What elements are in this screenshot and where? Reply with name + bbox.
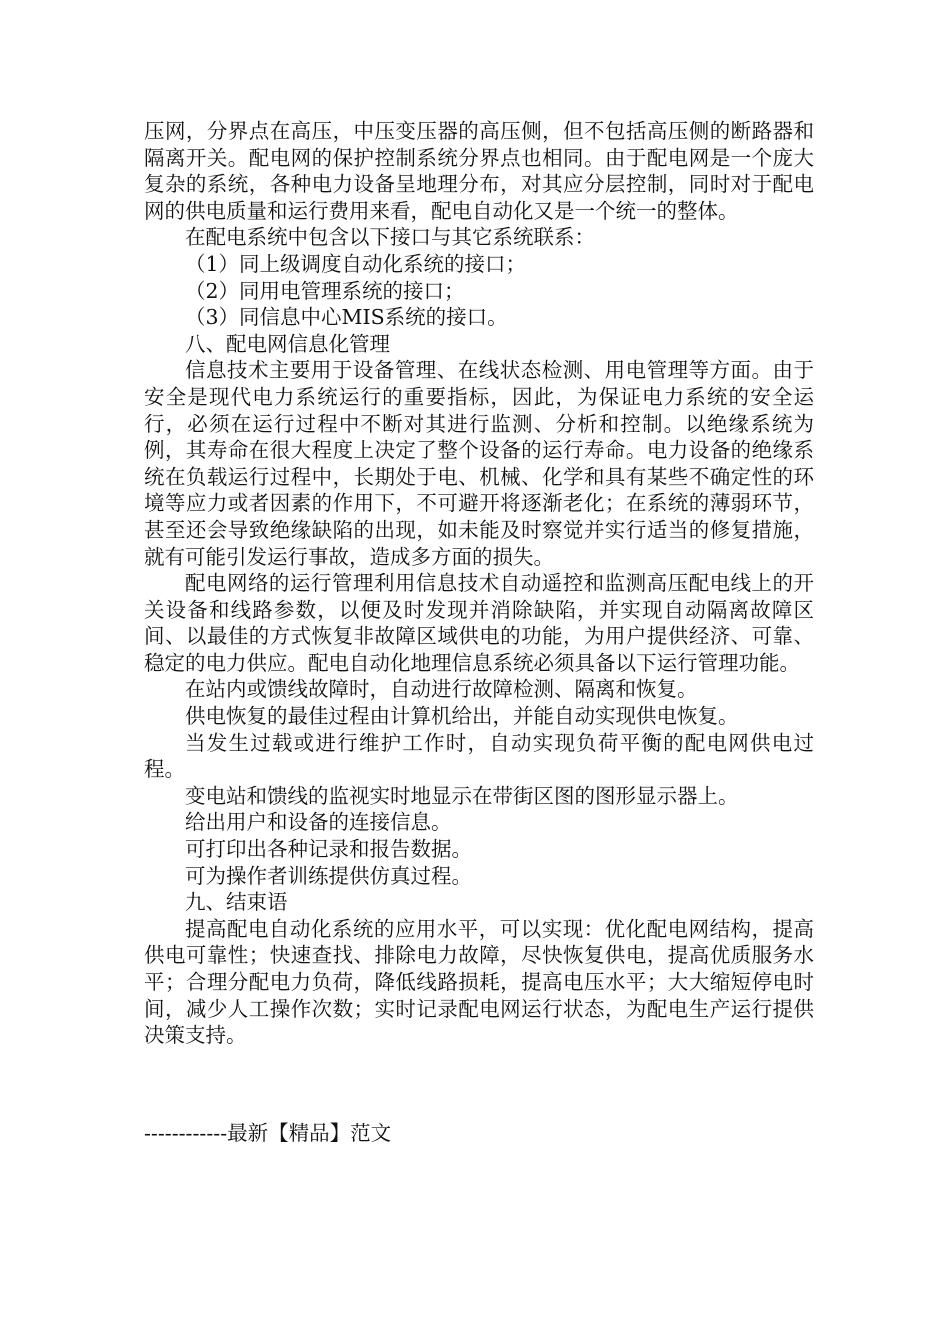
paragraph: （3）同信息中心MIS系统的接口。 (185, 305, 508, 330)
paragraph: 八、配电网信息化管理 (185, 331, 390, 356)
paragraph: 压网，分界点在高压，中压变压器的高压侧，但不包括高压侧的断路器和隔离开关。配电网的保护控制系统分界点也相同。由于配电网是一个庞大复杂的系统，各种电力设备呈地理分布，对其应分层控制，同时对于配电网的供电质量和运行费用来看，配电自动化又是一个统一的整体。 (144, 119, 814, 223)
paragraph: 九、结束语 (185, 890, 288, 915)
paragraph: 在站内或馈线故障时，自动进行故障检测、隔离和恢复。 (185, 677, 698, 702)
paragraph: 变电站和馈线的监视实时地显示在带街区图的图形显示器上。 (185, 783, 739, 808)
document-body (144, 118, 814, 1049)
paragraph: 可为操作者训练提供仿真过程。 (185, 863, 472, 888)
paragraph: 在配电系统中包含以下接口与其它系统联系： (185, 225, 595, 250)
paragraph: 信息技术主要用于设备管理、在线状态检测、用电管理等方面。由于安全是现代电力系统运行的重要指标，因此，为保证电力系统的安全运行，必须在运行过程中不断对其进行监测、分析和控制。以绝缘系统为例，其寿命在很大程度上决定了整个设备的运行寿命。电力设备的绝缘系统在负载运行过程中，长期处于电、机械、化学和具有某些不确定性的环境等应力或者因素的作用下，不可避开将逐渐老化；在系统的薄弱环节，甚至还会导致绝缘缺陷的出现，如未能及时察觉并实行适当的修复措施，就有可能引发运行事故，造成多方面的损失。 (144, 358, 814, 569)
paragraph: 给出用户和设备的连接信息。 (185, 810, 452, 835)
paragraph: 当发生过载或进行维护工作时，自动实现负荷平衡的配电网供电过程。 (144, 730, 814, 782)
paragraph: 可打印出各种记录和报告数据。 (185, 837, 472, 862)
paragraph: （2）同用电管理系统的接口； (185, 278, 465, 303)
paragraph: （1）同上级调度自动化系统的接口； (185, 251, 527, 276)
paragraph: 提高配电自动化系统的应用水平，可以实现：优化配电网结构，提高供电可靠性；快速查找、排除电力故障，尽快恢复供电，提高优质服务水平；合理分配电力负荷，降低线路损耗，提高电压水平；大大缩短停电时间，减少人工操作次数；实时记录配电网运行状态，为配电生产运行提供决策支持。 (144, 916, 814, 1048)
paragraph: 配电网络的运行管理利用信息技术自动遥控和监测高压配电线上的开关设备和线路参数，以便及时发现并消除缺陷，并实现自动隔离故障区间、以最佳的方式恢复非故障区域供电的功能，为用户提供经济、可靠、稳定的电力供应。配电自动化地理信息系统必须具备以下运行管理功能。 (144, 571, 814, 675)
paragraph: 供电恢复的最佳过程由计算机给出，并能自动实现供电恢复。 (185, 704, 739, 729)
footer-text: ------------最新【精品】范文 (144, 1121, 392, 1145)
